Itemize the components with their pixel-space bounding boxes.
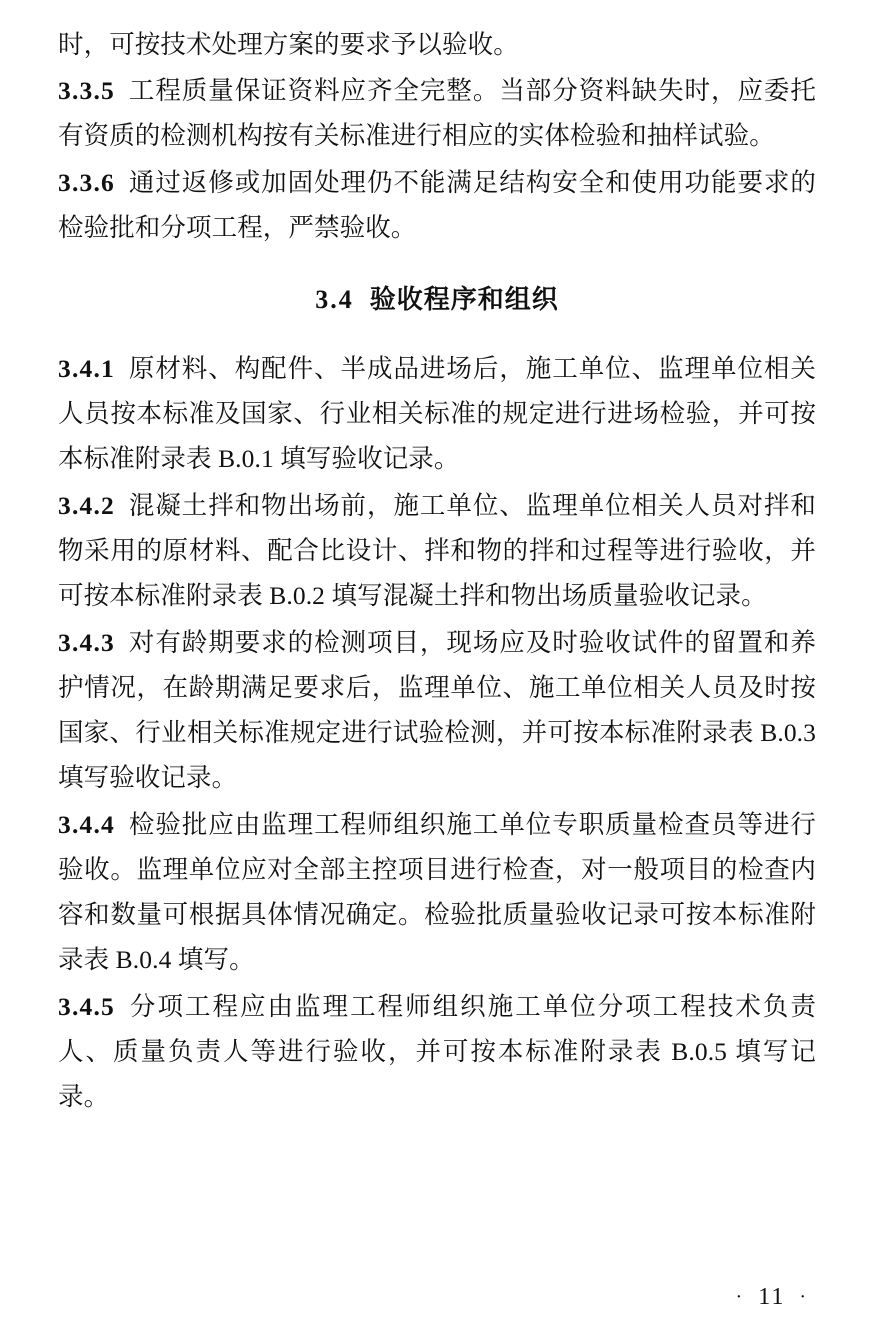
footer-dot-right: · xyxy=(799,1286,808,1308)
clause-text: 对有龄期要求的检测项目，现场应及时验收试件的留置和养护情况，在龄期满足要求后，监理单位、施工单位相关人员及时按国家、行业相关标准规定进行试验检测，并可按本标准附录表 B.0.3 填写验收记录。 xyxy=(58,628,816,792)
section-number: 3.4 xyxy=(315,285,354,314)
footer-dot-left: · xyxy=(735,1286,745,1308)
clause-text: 检验批应由监理工程师组织施工单位专职质量检查员等进行验收。监理单位应对全部主控项目进行检查，对一般项目的检查内容和数量可根据具体情况确定。检验批质量验收记录可按本标准附录表 B.0.4 填写。 xyxy=(58,810,816,974)
clause-3-4-2 xyxy=(58,483,816,618)
clause-number: 3.3.6 xyxy=(58,168,115,197)
section-heading xyxy=(58,278,816,322)
clause-number: 3.4.3 xyxy=(58,628,115,657)
clause-text: 工程质量保证资料应齐全完整。当部分资料缺失时，应委托有资质的检测机构按有关标准进行相应的实体检验和抽样试验。 xyxy=(58,76,816,150)
section-title-text: 验收程序和组织 xyxy=(369,285,559,314)
clause-number: 3.4.4 xyxy=(58,810,115,839)
continuation-paragraph: 时，可按技术处理方案的要求予以验收。 xyxy=(58,30,519,59)
clause-number: 3.4.5 xyxy=(58,992,115,1021)
clause-text: 分项工程应由监理工程师组织施工单位分项工程技术负责人、质量负责人等进行验收，并可按本标准附录表 B.0.5 填写记录。 xyxy=(58,992,816,1111)
clause-text: 混凝土拌和物出场前，施工单位、监理单位相关人员对拌和物采用的原材料、配合比设计、拌和物的拌和过程等进行验收，并可按本标准附录表 B.0.2 填写混凝土拌和物出场质量验收记录。 xyxy=(58,491,816,610)
page-number: 11 xyxy=(758,1284,786,1310)
clause-3-4-1 xyxy=(58,346,816,481)
clause-3-3-5 xyxy=(58,68,816,158)
clause-3-4-3 xyxy=(58,620,816,800)
clause-3-3-6 xyxy=(58,160,816,250)
clause-text: 通过返修或加固处理仍不能满足结构安全和使用功能要求的检验批和分项工程，严禁验收。 xyxy=(58,168,816,242)
page-footer xyxy=(0,1283,874,1311)
clause-3-4-5 xyxy=(58,984,816,1119)
clause-text: 原材料、构配件、半成品进场后，施工单位、监理单位相关人员按本标准及国家、行业相关标准的规定进行进场检验，并可按本标准附录表 B.0.1 填写验收记录。 xyxy=(58,354,816,473)
clause-number: 3.3.5 xyxy=(58,76,115,105)
clause-number: 3.4.1 xyxy=(58,354,115,383)
clause-number: 3.4.2 xyxy=(58,491,115,520)
clause-3-4-4 xyxy=(58,802,816,982)
